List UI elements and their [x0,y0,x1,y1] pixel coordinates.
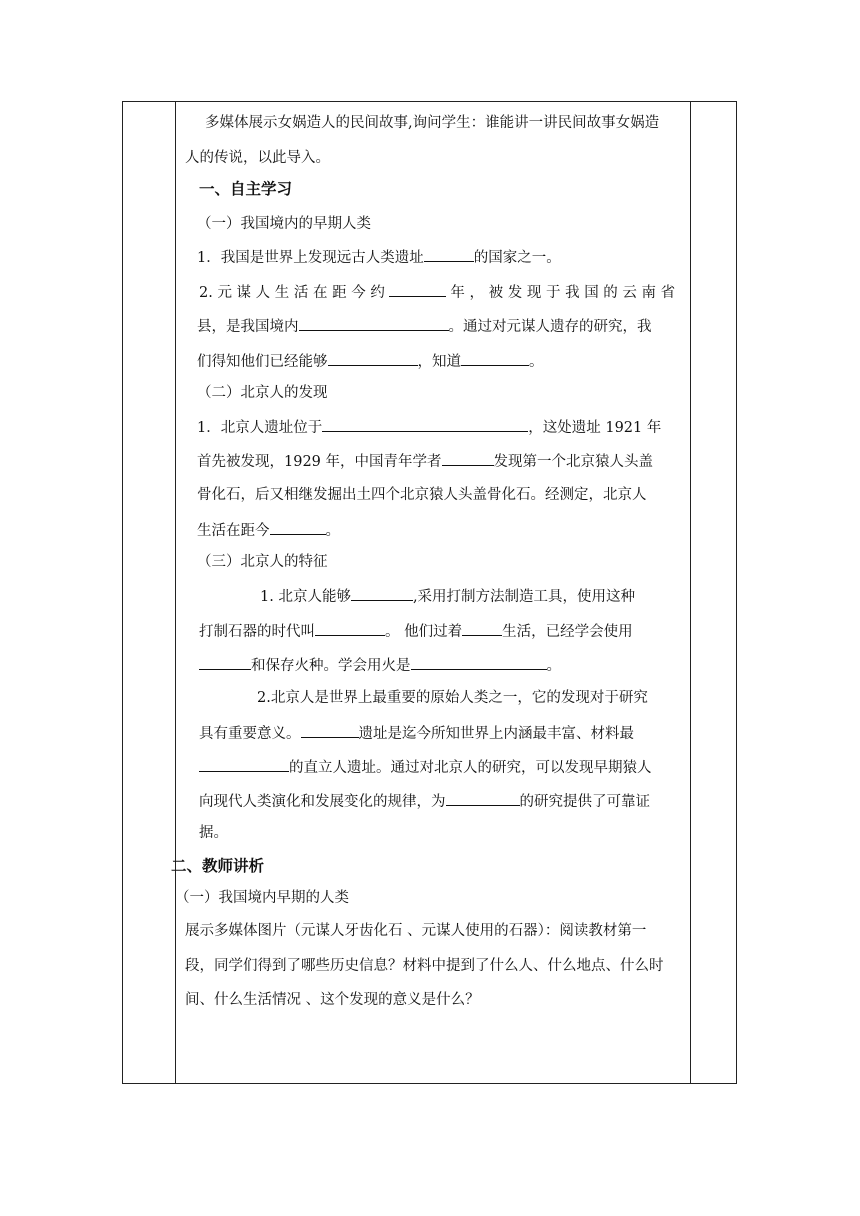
answer-blank [199,756,289,772]
answer-blank [299,315,449,331]
question-line: 生活在距今 。 [197,519,340,541]
answer-blank [461,350,529,366]
intro-line: 人的传说，以此导入。 [185,150,330,166]
question-line: 的直立人遗址。通过对北京人的研究，可以发现早期猿人 [199,756,652,778]
table-divider-right [690,102,691,1083]
answer-blank [351,585,413,601]
answer-blank [462,620,502,636]
answer-blank [322,416,528,432]
answer-blank [442,450,494,466]
subsection-heading: （三）北京人的特征 [197,554,328,570]
question-line: 据。 [199,825,228,841]
subsection-heading: （二）北京人的发现 [197,385,328,401]
subsection-heading: （一）我国境内的早期人类 [197,216,371,232]
section-heading: 二、教师讲析 [171,857,265,875]
answer-blank [411,654,547,670]
answer-blank [199,654,251,670]
body-line: 展示多媒体图片（元谋人牙齿化石 、元谋人使用的石器）：阅读教材第一 [185,923,647,939]
question-line: 向现代人类演化和发展变化的规律，为 的研究提供了可靠证 [199,790,650,812]
intro-line: 多媒体展示女娲造人的民间故事,询问学生：谁能讲一讲民间故事女娲造 [205,115,660,131]
question-line: 和保存火种。学会用火是 。 [199,654,561,676]
question-line: 们得知他们已经能够 ，知道 。 [197,350,544,372]
answer-blank [315,620,385,636]
answer-blank [446,790,520,806]
question-line: 2.北京人是世界上最重要的原始人类之一，它的发现对于研究 [257,690,648,706]
answer-blank [328,350,418,366]
body-line: 段，同学们得到了哪些历史信息？材料中提到了什么人、什么地点、什么时 [185,958,664,974]
answer-blank [270,519,326,535]
question-line: 骨化石，后又相继发掘出土四个北京猿人头盖骨化石。经测定，北京人 [197,487,647,503]
answer-blank [424,246,474,262]
question-line: 1．我国是世界上发现远古人类遗址 的国家之一。 [197,246,561,268]
question-line: 1. 北京人能够 ,采用打制方法制造工具，使用这种 [260,585,635,607]
answer-blank [301,722,359,738]
question-line: 县，是我国境内 。通过对元谋人遗存的研究，我 [197,315,652,337]
section-heading: 一、自主学习 [199,180,293,198]
question-line: 2. 元 谋 人 生 活 在 距 今 约 年 ， 被 发 现 于 我 国 的 云 南 省 [199,281,675,303]
body-line: 间、什么生活情况 、这个发现的意义是什么？ [185,992,480,1008]
question-line: 1．北京人遗址位于 ，这处遗址 1921 年 [197,416,661,438]
answer-blank [389,281,446,297]
question-line: 具有重要意义。 遗址是迄今所知世界上内涵最丰富、材料最 [199,722,634,744]
subsection-heading: （一）我国境内早期的人类 [175,890,349,906]
question-line: 打制石器的时代叫 。 他们过着 生活，已经学会使用 [199,620,633,642]
question-line: 首先被发现，1929 年，中国青年学者 发现第一个北京猿人头盖 [197,450,653,472]
lesson-content [171,101,690,1084]
